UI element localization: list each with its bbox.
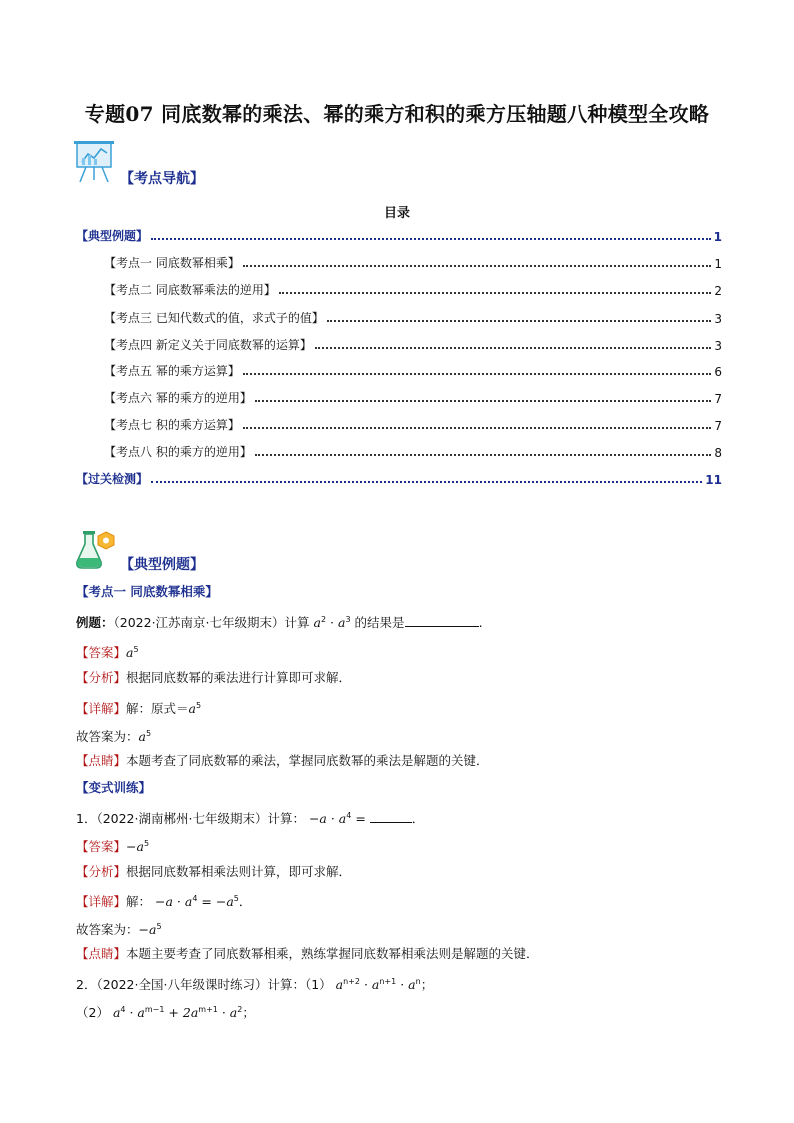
toc-item[interactable]: 【典型例题】 1 <box>76 229 722 244</box>
section-label: 【典型例题】 <box>120 557 204 573</box>
toc-item[interactable]: 【过关检测】 11 <box>76 472 722 487</box>
practice-heading: 【变式训练】 <box>76 780 152 795</box>
presentation-board-icon <box>74 140 118 190</box>
answer-blank[interactable] <box>405 614 479 627</box>
toc-item[interactable]: 【考点七 积的乘方运算】 7 <box>104 418 722 433</box>
example-question: 例题：（2022·江苏南京·七年级期末）计算 $a^2 \cdot a^3$ 的结果是 . <box>76 615 483 631</box>
toc-title: 目录 <box>383 206 410 221</box>
example-detail: 【详解】解：原式$=a^5$ <box>76 701 202 717</box>
example-analysis: 【分析】根据同底数幂的乘法进行计算即可求解． <box>76 670 352 685</box>
question-2-part-2: （2） $a^4 \cdot a^{m-1} + 2a^{m+1} \cdot a^2$； <box>76 1005 255 1021</box>
toc-item[interactable]: 【考点一 同底数幂相乘】 1 <box>104 256 722 271</box>
answer-blank[interactable] <box>370 810 412 823</box>
toc-item[interactable]: 【考点五 幂的乘方运算】 6 <box>104 364 722 379</box>
example-comment: 【点睛】本题考查了同底数幂的乘法，掌握同底数幂的乘法是解题的关键． <box>76 753 489 768</box>
nav-label: 【考点导航】 <box>120 171 204 187</box>
toc-item[interactable]: 【考点三 已知代数式的值，求式子的值】 3 <box>104 311 722 326</box>
question-2: 2．（2022·全国·八年级课时练习）计算：（1） $a^{n+2} \cdot a^{n+1} \cdot a^n$； <box>76 977 434 993</box>
toc-item[interactable]: 【考点二 同底数幂乘法的逆用】 2 <box>104 283 722 298</box>
question-1-comment: 【点睛】本题主要考查了同底数幂相乘，熟练掌握同底数幂相乘法则是解题的关键． <box>76 946 539 961</box>
toc-item[interactable]: 【考点四 新定义关于同底数幂的运算】 3 <box>104 338 722 353</box>
section-header <box>74 528 204 576</box>
flask-icon <box>74 528 118 576</box>
toc-item[interactable]: 【考点八 积的乘方的逆用】 8 <box>104 445 722 460</box>
question-1-detail: 【详解】解： $-a \cdot a^4 = -a^5$． <box>76 894 252 910</box>
example-answer: 【答案】$a^5$ <box>76 645 139 661</box>
question-1-conclude: 故答案为：$-a^5$ <box>76 922 162 938</box>
question-1-answer: 【答案】$-a^5$ <box>76 839 150 855</box>
page-title: 专题07 同底数幂的乘法、幂的乘方和积的乘方压轴题八种模型全攻略 <box>84 102 710 126</box>
question-1-analysis: 【分析】根据同底数幂相乘法则计算，即可求解． <box>76 864 352 879</box>
toc-item[interactable]: 【考点六 幂的乘方的逆用】 7 <box>104 391 722 406</box>
question-1: 1．（2022·湖南郴州·七年级期末）计算： $-a \cdot a^4$ = ． <box>76 811 425 827</box>
point-heading: 【考点一 同底数幂相乘】 <box>76 584 218 599</box>
example-conclude: 故答案为：$a^5$ <box>76 729 152 745</box>
nav-header <box>74 140 204 190</box>
